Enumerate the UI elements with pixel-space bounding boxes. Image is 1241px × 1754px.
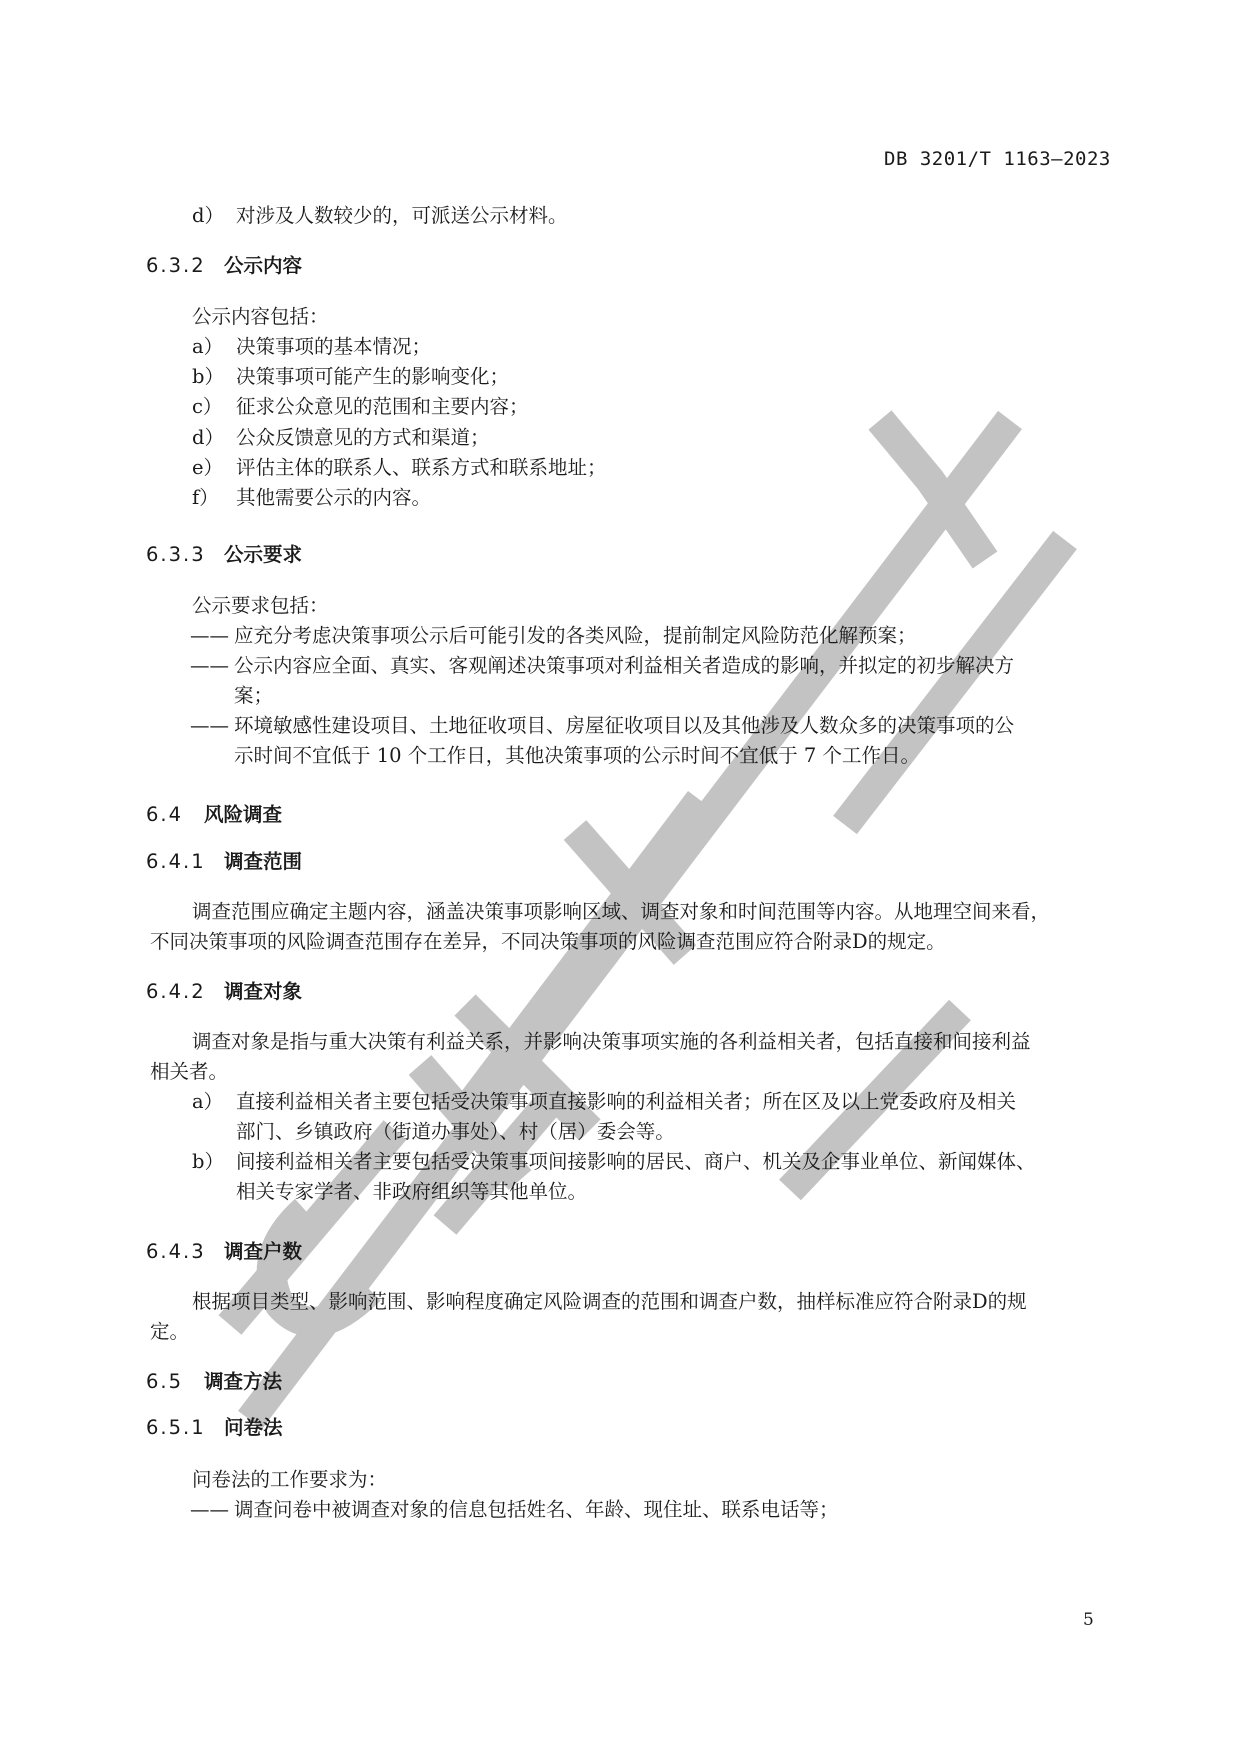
- paragraph-line: 调查范围应确定主题内容，涵盖决策事项影响区域、调查对象和时间范围等内容。从地理空间来看，: [192, 900, 1051, 923]
- section-number: 6.4.1: [146, 850, 206, 873]
- list-text: 直接利益相关者主要包括受决策事项直接影响的利益相关者；所在区及以上党委政府及相关: [236, 1090, 1017, 1113]
- section-heading: [146, 1413, 283, 1443]
- section-heading: [146, 540, 302, 570]
- section-number: 6.4.3: [146, 1240, 206, 1263]
- section-title: 调查户数: [224, 1240, 303, 1263]
- section-title: 公示内容: [224, 254, 303, 277]
- section-title: 调查方法: [204, 1370, 283, 1393]
- paragraph-line: 根据项目类型、影响范围、影响程度确定风险调查的范围和调查户数，抽样标准应符合附录D的规: [192, 1290, 1027, 1313]
- list-marker: d）: [192, 425, 224, 449]
- list-text: 评估主体的联系人、联系方式和联系地址；: [236, 455, 607, 479]
- section-title: 公示要求: [224, 543, 303, 566]
- section-heading: [146, 800, 282, 830]
- list-text: 环境敏感性建设项目、土地征收项目、房屋征收项目以及其他涉及人数众多的决策事项的公: [234, 714, 1015, 737]
- list-marker: b）: [192, 365, 224, 389]
- list-marker: b）: [192, 1150, 224, 1173]
- section-number: 6.4: [146, 803, 184, 826]
- list-text: 部门、乡镇政府（街道办事处）、村（居）委会等。: [236, 1120, 675, 1143]
- list-text: 决策事项可能产生的影响变化；: [236, 365, 510, 389]
- section-title: 风险调查: [204, 803, 283, 826]
- list-text: 间接利益相关者主要包括受决策事项间接影响的居民、商户、机关及企事业单位、新闻媒体、: [236, 1150, 1036, 1173]
- paragraph-line: 调查对象是指与重大决策有利益关系，并影响决策事项实施的各利益相关者，包括直接和间接利益: [192, 1030, 1031, 1053]
- list-text: 决策事项的基本情况；: [236, 335, 432, 358]
- section-number: 6.5.1: [146, 1416, 206, 1439]
- list-text: 调查问卷中被调查对象的信息包括姓名、年龄、现住址、联系电话等；: [234, 1498, 839, 1521]
- section-heading: [146, 1237, 302, 1267]
- section-number: 6.5: [146, 1370, 184, 1393]
- list-text: 公示内容应全面、真实、客观阐述决策事项对利益相关者造成的影响，并拟定的初步解决方: [234, 654, 1015, 677]
- section-heading: [146, 251, 302, 281]
- section-number: 6.3.3: [146, 543, 206, 566]
- section-title: 问卷法: [224, 1416, 283, 1439]
- paragraph-line: 不同决策事项的风险调查范围存在差异，不同决策事项的风险调查范围应符合附录D的规定。: [150, 930, 946, 953]
- list-marker: a）: [192, 335, 224, 358]
- section-heading: [146, 1367, 282, 1397]
- list-text: 示时间不宜低于 10 个工作日，其他决策事项的公示时间不宜低于 7 个工作日。: [234, 744, 921, 767]
- list-marker: c）: [192, 395, 223, 419]
- section-heading: [146, 847, 302, 877]
- standard-code: DB 3201/T 1163—2023: [884, 148, 1111, 170]
- list-text: 公众反馈意见的方式和渠道；: [236, 425, 490, 449]
- list-marker: d）: [192, 204, 224, 227]
- list-marker: e）: [192, 455, 224, 479]
- list-marker: ——: [190, 1498, 229, 1521]
- list-text: 相关专家学者、非政府组织等其他单位。: [236, 1180, 588, 1203]
- list-text: 对涉及人数较少的，可派送公示材料。: [236, 204, 568, 227]
- paragraph: 公示要求包括：: [192, 594, 329, 617]
- list-text: 案；: [234, 684, 274, 707]
- list-marker: ——: [190, 654, 229, 677]
- paragraph: 公示内容包括：: [192, 305, 329, 328]
- list-marker: a）: [192, 1090, 224, 1113]
- section-heading: [146, 977, 302, 1007]
- page-number: 5: [1083, 1610, 1094, 1630]
- section-title: 调查对象: [224, 980, 303, 1003]
- section-number: 6.3.2: [146, 254, 206, 277]
- list-text: 其他需要公示的内容。: [236, 486, 432, 509]
- section-title: 调查范围: [224, 850, 303, 873]
- paragraph: 问卷法的工作要求为：: [192, 1468, 388, 1491]
- list-marker: ——: [190, 714, 229, 737]
- paragraph-line: 定。: [150, 1320, 190, 1343]
- list-marker: ——: [190, 624, 229, 647]
- section-number: 6.4.2: [146, 980, 206, 1003]
- paragraph-line: 相关者。: [150, 1060, 229, 1083]
- list-marker: f）: [192, 486, 219, 509]
- list-text: 征求公众意见的范围和主要内容；: [236, 395, 529, 419]
- list-text: 应充分考虑决策事项公示后可能引发的各类风险，提前制定风险防范化解预案；: [234, 624, 917, 647]
